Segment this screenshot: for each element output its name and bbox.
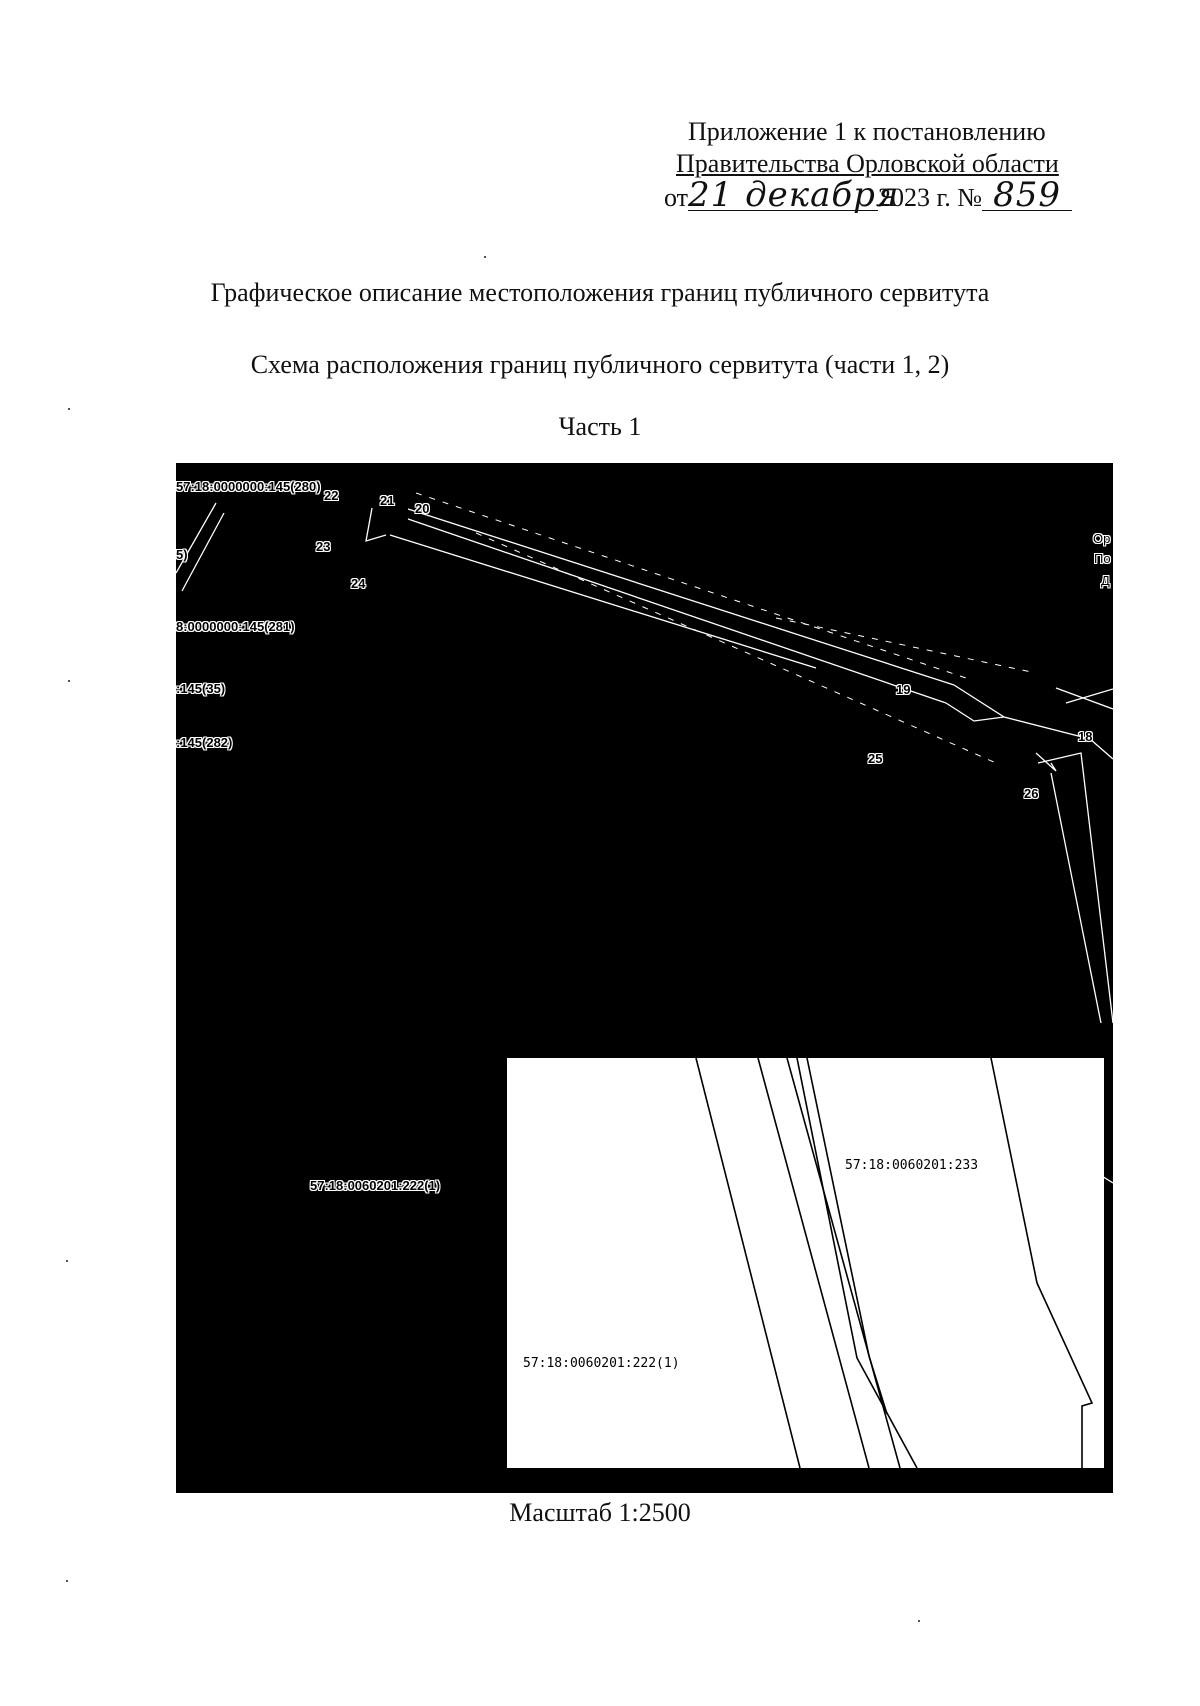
parcel-label-right-1: Ор <box>1093 531 1111 546</box>
parcel-label-145-281: 8:0000000:145(281) <box>176 619 295 634</box>
from-prefix: от <box>664 183 689 212</box>
scan-speck <box>66 1260 68 1262</box>
scan-speck <box>68 680 70 682</box>
parcel-label-145-282: :145(282) <box>176 735 233 750</box>
appendix-date-number-line <box>664 175 1072 215</box>
year-text: 2023 г. № <box>878 183 983 212</box>
scan-speck <box>66 1580 68 1582</box>
document-title: Графическое описание местоположения границ публичного сервитута <box>210 278 990 307</box>
parcel-label-145-280: 57:18:0000000:145(280) <box>176 479 321 494</box>
point-label-22: 22 <box>324 488 339 503</box>
parcel-label-145-35: :145(35) <box>176 681 226 696</box>
inset-label-222-1: 57:18:0060201:222(1) <box>523 1356 680 1371</box>
point-label-24: 24 <box>351 576 366 591</box>
map-scheme <box>176 463 1113 1493</box>
parcel-label-222-1: 57:18:0060201:222(1) <box>310 1178 441 1193</box>
handwritten-date: 21 декабря <box>688 175 900 215</box>
point-label-26: 26 <box>1024 786 1039 801</box>
point-label-18: 18 <box>1078 729 1093 744</box>
inset-label-233: 57:18:0060201:233 <box>845 1158 979 1173</box>
scan-speck <box>918 1620 920 1622</box>
point-label-25: 25 <box>868 751 883 766</box>
point-label-19: 19 <box>896 682 911 697</box>
parcel-label-left-edge: 5) <box>176 547 188 562</box>
parcel-label-right-2: По <box>1094 551 1111 566</box>
scheme-title: Схема расположения границ публичного сервитута (части 1, 2) <box>250 350 950 379</box>
map-scale: Масштаб 1:2500 <box>509 1498 691 1527</box>
point-label-20: 20 <box>415 501 430 516</box>
scan-speck <box>484 256 486 258</box>
parcel-label-right-3: Д <box>1101 573 1110 588</box>
map-inset <box>507 1058 1104 1468</box>
scan-speck <box>68 408 70 410</box>
appendix-line-1: Приложение 1 к постановлению <box>688 117 1046 146</box>
inset-lines <box>507 1058 1104 1468</box>
point-label-23: 23 <box>316 539 331 554</box>
part-title: Часть 1 <box>558 412 642 441</box>
point-label-21: 21 <box>380 493 395 508</box>
handwritten-number: 859 <box>982 180 1072 211</box>
appendix-line-2: Правительства Орловской области <box>676 149 1059 178</box>
